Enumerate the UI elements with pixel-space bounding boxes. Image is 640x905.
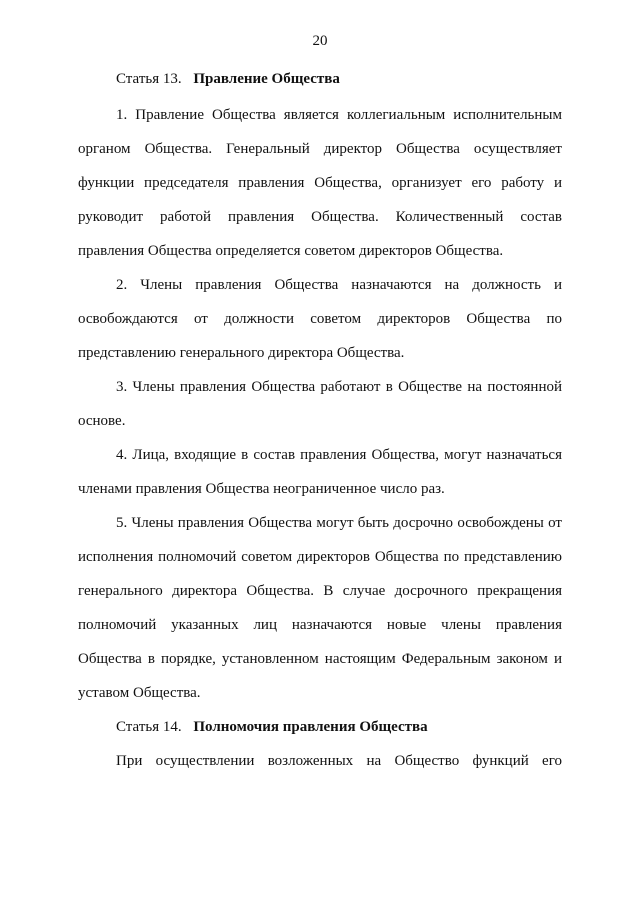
article-14-paragraph-1: При осуществлении возложенных на Общество функций его <box>116 753 562 769</box>
article-13-paragraph-5: 5. Члены правления Общества могут быть досрочно освобождены от исполнения полномочий советом директоров Общества по представлению генерального директора Общества. В случае досрочного прекращения полномочий указанных лиц назначаются новые члены правления Общества в порядке, установленном настоящим Федеральным законом и уставом Общества. <box>78 515 562 701</box>
article-13-paragraph-4: 4. Лица, входящие в состав правления Общества, могут назначаться членами правления Общества неограниченное число раз. <box>78 447 562 497</box>
article-13-number: Статья 13. <box>116 71 182 87</box>
article-14-number: Статья 14. <box>116 719 182 735</box>
article-14-heading <box>78 710 562 744</box>
page-number: 20 <box>312 33 328 49</box>
article-14-title: Полномочия правления Общества <box>193 719 428 735</box>
article-13-heading <box>78 62 562 96</box>
article-13-paragraph-2: 2. Члены правления Общества назначаются на должность и освобождаются от должности советом директоров Общества по представлению генерального директора Общества. <box>78 277 562 361</box>
article-13-title: Правление Общества <box>193 71 340 87</box>
article-13-paragraph-1: 1. Правление Общества является коллегиальным исполнительным органом Общества. Генеральный директор Общества осуществляет функции председателя правления Общества, организует его работу и руководит работой правления Общества. Количественный состав правления Общества определяется советом директоров Общества. <box>78 107 562 259</box>
document-body <box>78 62 562 778</box>
article-13-paragraph-3: 3. Члены правления Общества работают в Обществе на постоянной основе. <box>78 379 562 429</box>
